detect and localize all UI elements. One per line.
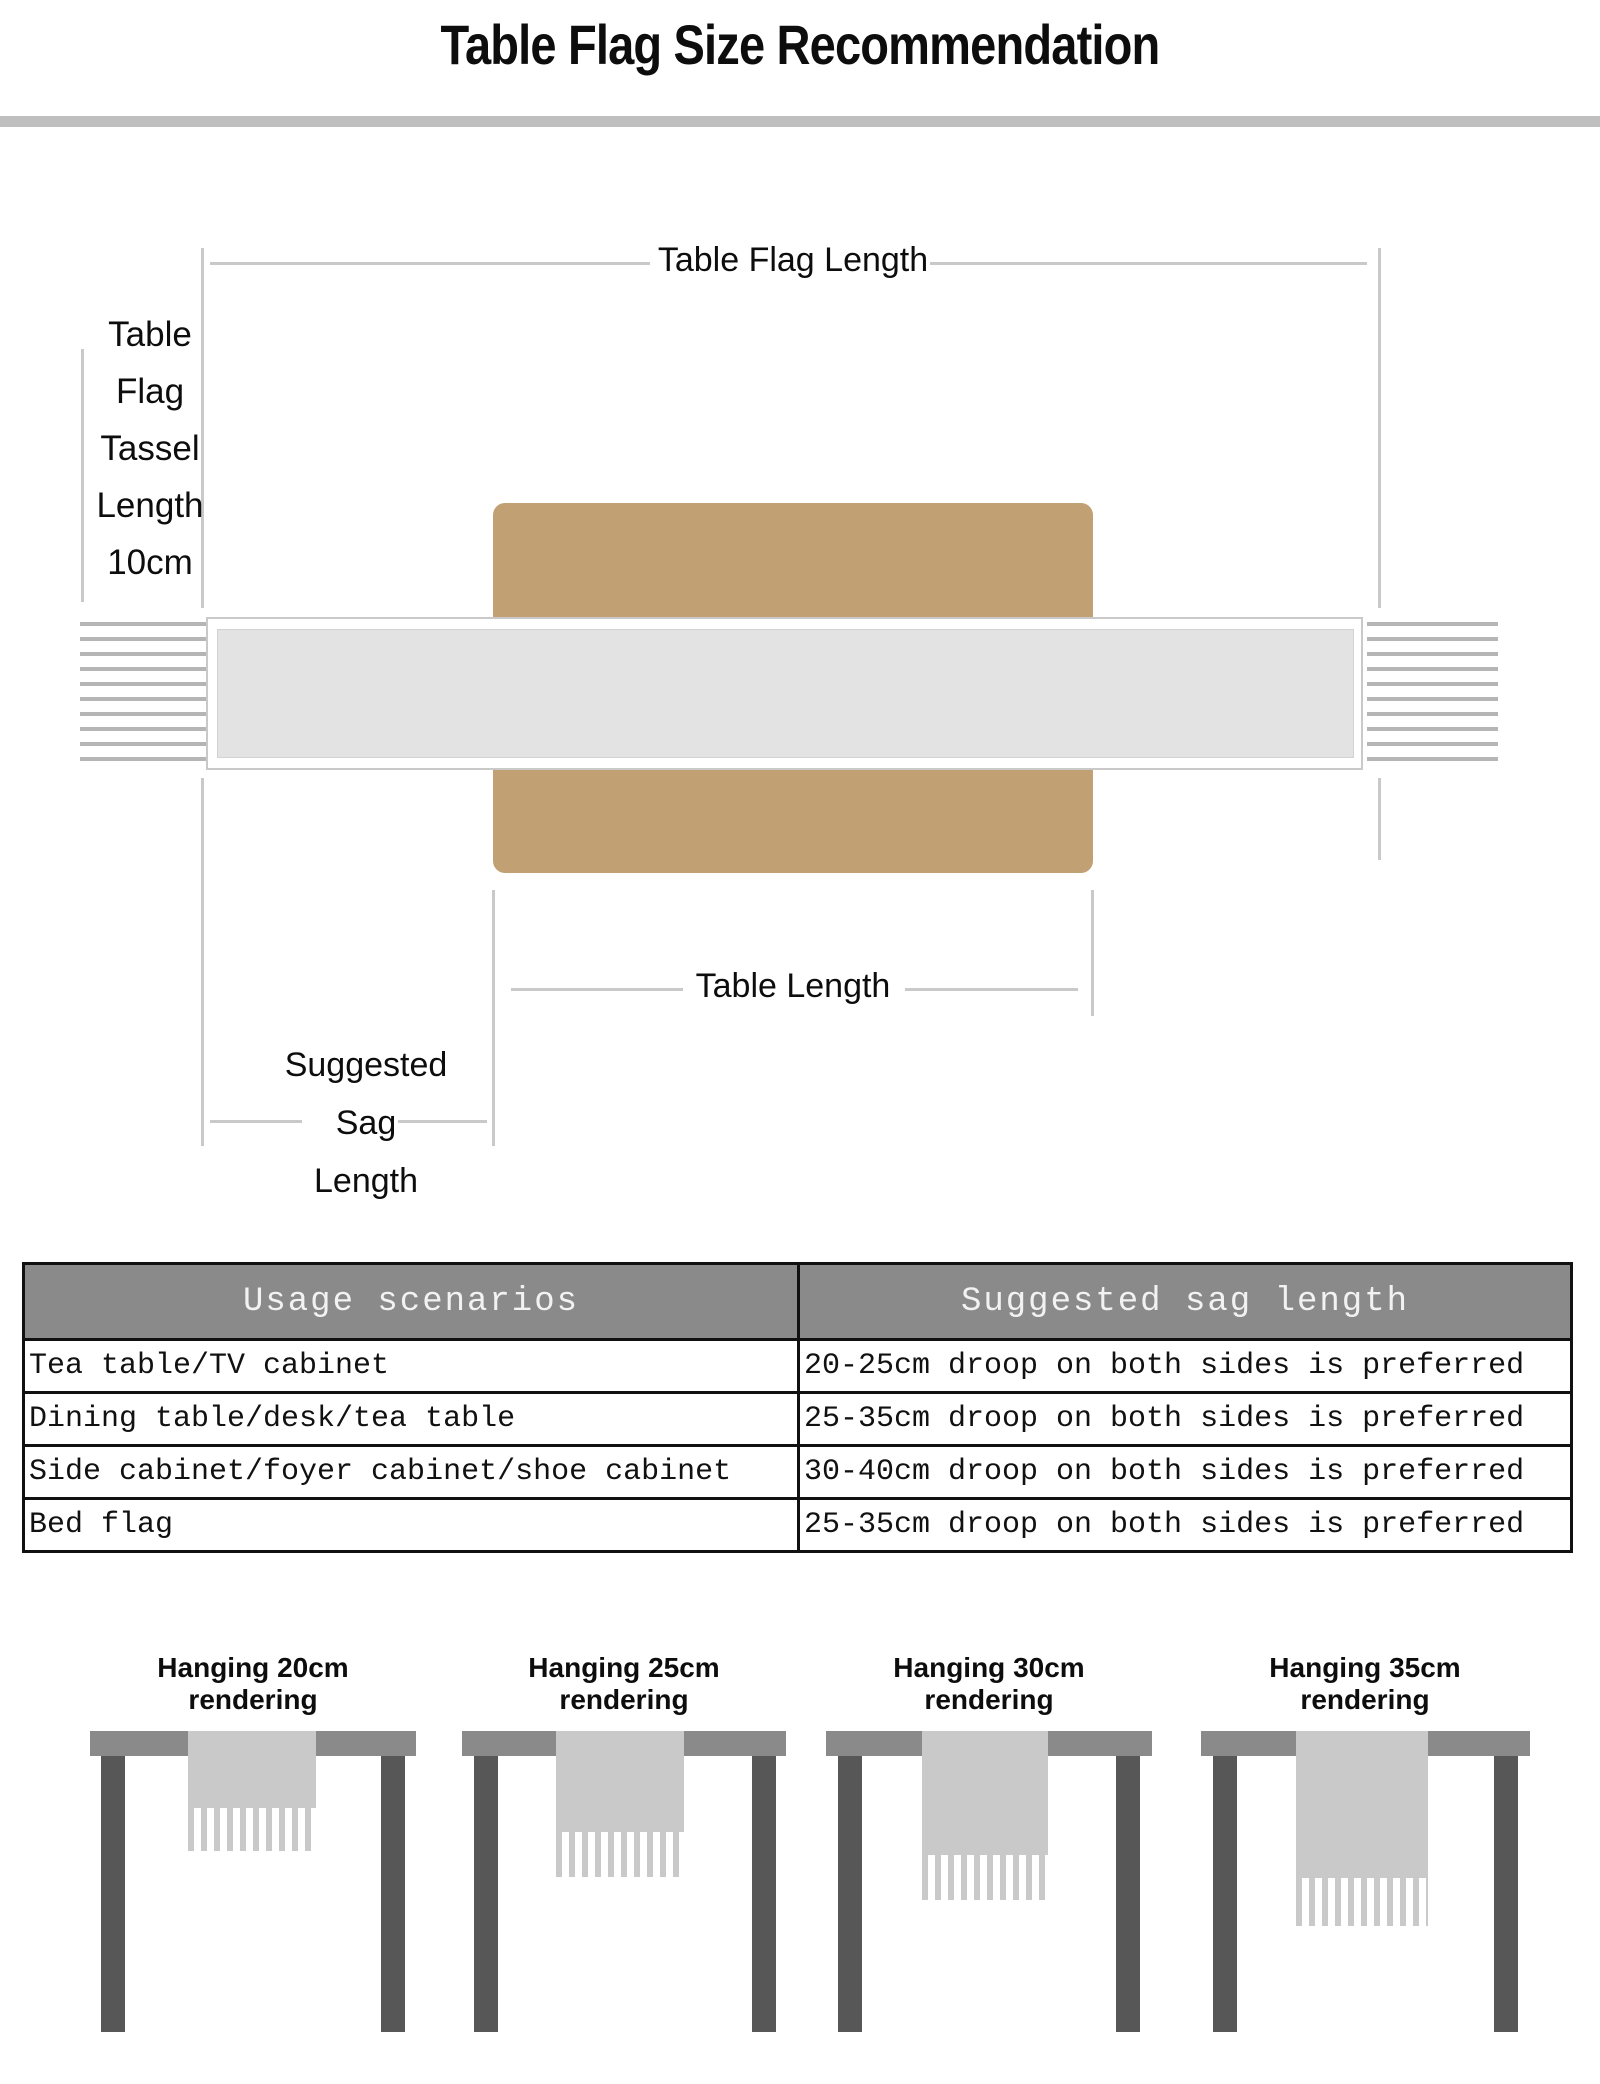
table-length-label: Table Length — [695, 967, 891, 1005]
hanging-flag-fringe — [556, 1832, 684, 1877]
dimension-line — [1378, 248, 1381, 608]
rendering-label: Hanging 25cm rendering — [528, 1652, 720, 1715]
dimension-line — [930, 262, 1367, 265]
table-row — [25, 1338, 1570, 1391]
hanging-flag-fringe — [922, 1855, 1048, 1900]
cell-scenario: Tea table/TV cabinet — [29, 1349, 390, 1383]
table-leg — [381, 1756, 405, 2032]
hanging-flag — [556, 1731, 684, 1832]
cell-sag-length: 20-25cm droop on both sides is preferred — [797, 1341, 1570, 1391]
cell-scenario: Dining table/desk/tea table — [29, 1402, 516, 1436]
flag-tassels-left — [80, 622, 206, 764]
tassel-length-label: Table Flag Tassel Length 10cm — [96, 315, 204, 582]
table-row — [25, 1444, 1570, 1497]
suggested-sag-length-label: Suggested Sag Length — [284, 1046, 448, 1200]
dimension-line — [1378, 778, 1381, 860]
page-title: Table Flag Size Recommendation — [440, 13, 1160, 76]
sag-length-table — [22, 1262, 1573, 1553]
rendering-label: Hanging 20cm rendering — [157, 1652, 349, 1715]
header-suggested-sag-length: Suggested sag length — [797, 1265, 1570, 1338]
dimension-line — [201, 778, 204, 1146]
cell-sag-length: 25-35cm droop on both sides is preferred — [797, 1394, 1570, 1444]
title-divider — [0, 116, 1600, 127]
table-flag-inner — [217, 629, 1354, 758]
hanging-flag — [188, 1731, 316, 1808]
hanging-flag-fringe — [188, 1808, 316, 1851]
dimension-line — [81, 349, 84, 602]
table-row — [25, 1391, 1570, 1444]
cell-scenario: Side cabinet/foyer cabinet/shoe cabinet — [29, 1455, 732, 1489]
table-row — [25, 1497, 1570, 1550]
table-leg — [838, 1756, 862, 2032]
header-usage-scenarios: Usage scenarios — [242, 1282, 580, 1321]
dimension-line — [492, 890, 495, 1146]
table-leg — [101, 1756, 125, 2032]
hanging-flag — [1296, 1731, 1428, 1878]
table-header-row — [25, 1265, 1570, 1338]
table-leg — [1213, 1756, 1237, 2032]
rendering-label: Hanging 30cm rendering — [893, 1652, 1085, 1715]
table-leg — [1116, 1756, 1140, 2032]
flag-tassels-right — [1367, 622, 1498, 764]
cell-scenario: Bed flag — [29, 1508, 174, 1542]
hanging-flag-fringe — [1296, 1878, 1428, 1926]
cell-sag-length: 25-35cm droop on both sides is preferred — [797, 1500, 1570, 1550]
table-leg — [474, 1756, 498, 2032]
rendering-label: Hanging 35cm rendering — [1269, 1652, 1461, 1715]
dimension-line — [1091, 890, 1094, 1016]
dimension-line — [210, 262, 650, 265]
table-leg — [1494, 1756, 1518, 2032]
hanging-flag — [922, 1731, 1048, 1855]
cell-sag-length: 30-40cm droop on both sides is preferred — [797, 1447, 1570, 1497]
table-leg — [752, 1756, 776, 2032]
table-flag-length-label: Table Flag Length — [657, 241, 929, 279]
